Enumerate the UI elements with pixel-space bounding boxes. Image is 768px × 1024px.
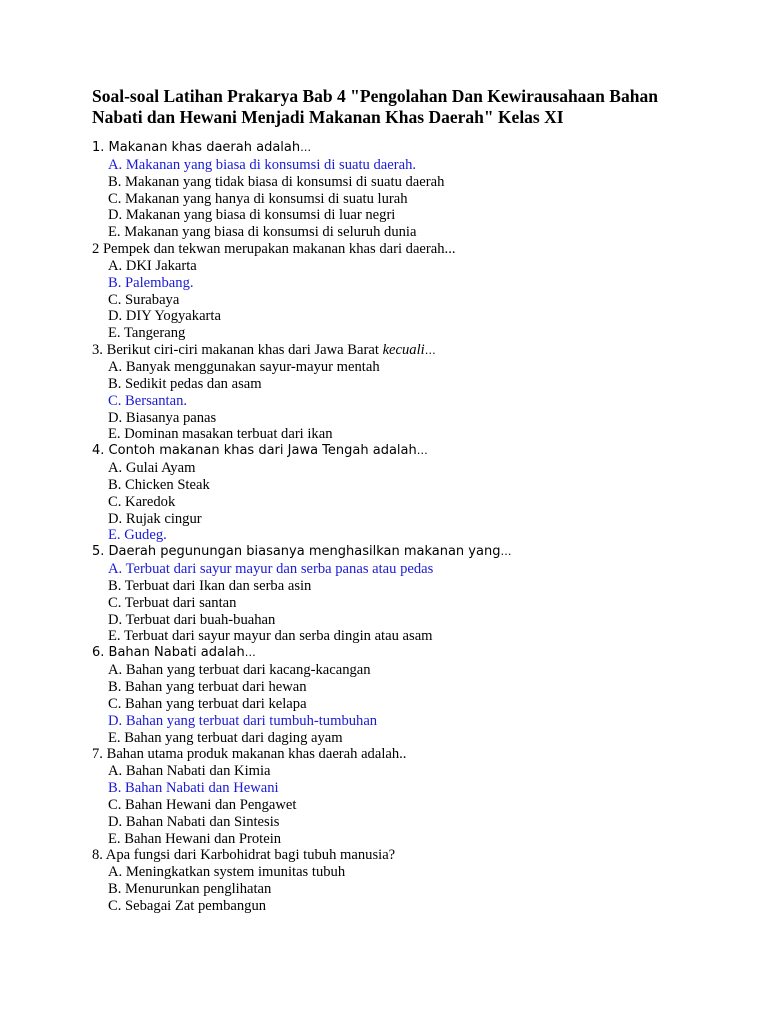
answer-option: A. Bahan yang terbuat dari kacang-kacangan: [108, 662, 371, 679]
answer-option: C. Terbuat dari santan: [108, 594, 237, 611]
answer-option: C. Sebagai Zat pembangun: [108, 897, 267, 914]
question-item: [92, 645, 732, 746]
question-list: [92, 140, 732, 915]
answer-option: E. Bahan Hewani dan Protein: [108, 830, 282, 847]
question-stem: 2 Pempek dan tekwan merupakan makanan khas dari daerah...: [92, 241, 456, 258]
question-item: [92, 746, 732, 847]
answer-option: A. Meningkatkan system imunitas tubuh: [108, 864, 346, 881]
question-ellipsis: …: [300, 141, 312, 154]
page-title: [92, 86, 692, 128]
answer-option-correct: E. Gudeg.: [108, 527, 167, 544]
question-stem: 6. Bahan Nabati adalah: [92, 645, 245, 661]
question-text: [92, 645, 732, 662]
answer-option: B. Sedikit pedas dan asam: [108, 375, 262, 392]
question-item: [92, 140, 732, 241]
answer-option-correct: A. Makanan yang biasa di konsumsi di suatu daerah.: [108, 156, 417, 173]
answer-option: D. Bahan Nabati dan Sintesis: [108, 813, 280, 830]
question-keyword: kecuali: [382, 342, 425, 359]
answer-option: B. Terbuat dari Ikan dan serba asin: [108, 577, 312, 594]
answer-option: D. DIY Yogyakarta: [108, 308, 221, 325]
answer-option: E. Bahan yang terbuat dari daging ayam: [108, 729, 343, 746]
question-text: [92, 443, 732, 460]
question-item: [92, 342, 732, 443]
answer-option-correct: A. Terbuat dari sayur mayur dan serba panas atau pedas: [108, 561, 434, 578]
question-item: [92, 443, 732, 544]
question-stem: 4. Contoh makanan khas dari Jawa Tengah adalah: [92, 443, 417, 459]
answer-option: E. Makanan yang biasa di konsumsi di seluruh dunia: [108, 224, 417, 241]
answer-option: B. Chicken Steak: [108, 476, 210, 493]
question-stem: 1. Makanan khas daerah adalah: [92, 140, 301, 155]
title-line-2: Nabati dan Hewani Menjadi Makanan Khas Daerah" Kelas XI: [92, 107, 564, 127]
question-text: [92, 241, 732, 258]
question-ellipsis: …: [416, 444, 428, 458]
answer-option: C. Bahan Hewani dan Pengawet: [108, 796, 297, 813]
question-stem: 5. Daerah pegunungan biasanya menghasilkan makanan yang: [92, 544, 501, 560]
answer-option: D. Rujak cingur: [108, 510, 202, 527]
answer-option: A. Gulai Ayam: [108, 460, 196, 477]
question-ellipsis: …: [500, 545, 512, 559]
answer-option: E. Dominan masakan terbuat dari ikan: [108, 426, 333, 443]
question-text: [92, 847, 732, 864]
answer-option: D. Makanan yang biasa di konsumsi di luar negri: [108, 207, 396, 224]
answer-option: B. Bahan yang terbuat dari hewan: [108, 679, 307, 695]
answer-option: A. DKI Jakarta: [108, 257, 197, 274]
answer-option-correct: D. Bahan yang terbuat dari tumbuh-tumbuhan: [108, 712, 378, 729]
answer-option: B. Makanan yang tidak biasa di konsumsi di suatu daerah: [108, 173, 445, 190]
question-ellipsis: …: [424, 344, 436, 358]
question-ellipsis: …: [244, 646, 256, 660]
answer-option-correct: B. Bahan Nabati dan Hewani: [108, 780, 279, 797]
answer-option: E. Terbuat dari sayur mayur dan serba dingin atau asam: [108, 628, 433, 645]
answer-option: A. Bahan Nabati dan Kimia: [108, 763, 271, 780]
answer-option: A. Banyak menggunakan sayur-mayur mentah: [108, 358, 380, 375]
question-item: [92, 241, 732, 342]
question-stem: 8. Apa fungsi dari Karbohidrat bagi tubuh manusia?: [92, 847, 396, 864]
question-text: [92, 140, 732, 157]
title-line-1: Soal-soal Latihan Prakarya Bab 4 "Pengolahan Dan Kewirausahaan Bahan: [92, 86, 658, 106]
question-text: [92, 746, 732, 763]
answer-option: C. Surabaya: [108, 291, 180, 308]
answer-option-correct: B. Palembang.: [108, 274, 194, 291]
answer-option: D. Terbuat dari buah-buahan: [108, 611, 276, 628]
answer-option-correct: C. Bersantan.: [108, 392, 188, 409]
question-item: [92, 847, 732, 914]
question-stem: 3. Berikut ciri-ciri makanan khas dari Jawa Barat: [92, 342, 383, 359]
answer-option: C. Bahan yang terbuat dari kelapa: [108, 695, 307, 712]
question-stem: 7. Bahan utama produk makanan khas daerah adalah..: [92, 746, 407, 763]
question-item: [92, 544, 732, 645]
question-text: [92, 544, 732, 561]
answer-option: B. Menurunkan penglihatan: [108, 881, 272, 898]
answer-option: C. Makanan yang hanya di konsumsi di suatu lurah: [108, 190, 408, 207]
question-text: [92, 342, 732, 359]
answer-option: E. Tangerang: [108, 325, 186, 342]
answer-option: C. Karedok: [108, 493, 176, 510]
answer-option: D. Biasanya panas: [108, 409, 217, 426]
